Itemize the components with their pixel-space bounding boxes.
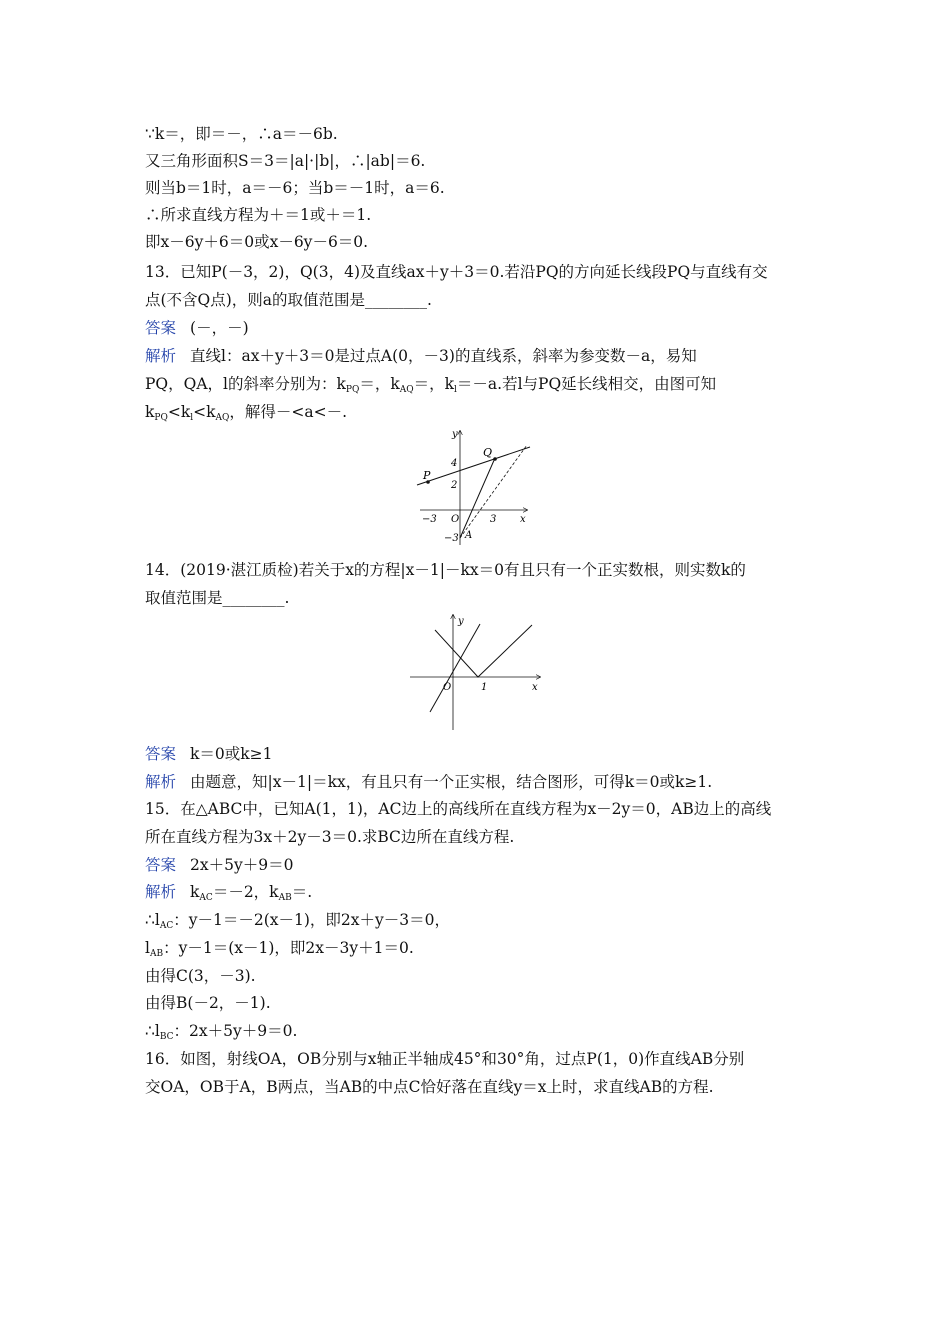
analysis-13-line-3: [145, 402, 347, 428]
question-14-line-2: 取值范围是________.: [145, 589, 290, 607]
answer-text: 2x＋5y＋9＝0: [190, 856, 294, 874]
text: ＝，k: [359, 375, 400, 393]
subscript: AB: [278, 893, 292, 903]
label-p: P: [423, 469, 431, 482]
solution-line: 则当b＝1时，a＝－6；当b＝－1时，a＝6.: [145, 179, 445, 197]
text: <k: [167, 403, 191, 421]
analysis-13-line-1: [145, 346, 697, 366]
tick-1: 1: [481, 682, 488, 693]
text: ＝，k: [413, 375, 455, 393]
analysis-label: 解析: [145, 773, 177, 791]
subscript: PQ: [154, 413, 168, 423]
tick-x-pos: 3: [490, 514, 497, 525]
answer-14: [145, 744, 273, 764]
text: <k: [193, 403, 216, 421]
text: k: [190, 883, 200, 901]
text: k: [145, 403, 155, 421]
subscript: BC: [159, 1032, 174, 1042]
question-16-line-1: 16．如图，射线OA，OB分别与x轴正半轴成45°和30°角，过点P(1，0)作直线AB分别: [145, 1050, 745, 1068]
figure-13-graph: [415, 425, 535, 547]
answer-15: [145, 855, 293, 875]
analysis-text: 直线l：ax＋y＋3＝0是过点A(0，－3)的直线系，斜率为参变数－a，易知: [190, 347, 697, 365]
graph-abs-x-minus-1: [435, 625, 532, 677]
question-13-line-1: 13．已知P(－3，2)，Q(3，4)及直线ax＋y＋3＝0.若沿PQ的方向延长线段PQ与直线有交: [145, 263, 768, 281]
label-origin: O: [443, 682, 452, 693]
line-y-kx: [430, 624, 480, 712]
text: ：2x＋5y＋9＝0.: [173, 1022, 298, 1040]
analysis-15-line-4: 由得C(3，－3).: [145, 967, 256, 985]
analysis-13-line-2: [145, 374, 716, 400]
label-a: A: [465, 530, 473, 541]
tick-y-neg: −3: [444, 533, 459, 544]
answer-label: 答案: [145, 745, 177, 763]
subscript: AB: [149, 949, 164, 959]
line-aq: [460, 458, 495, 538]
point-q: [493, 457, 497, 461]
text: ：y－1＝－2(x－1)，即2x＋y－3＝0，: [173, 911, 450, 929]
analysis-text: 由题意，知|x－1|＝kx，有且只有一个正实根，结合图形，可得k＝0或k≥1.: [190, 773, 713, 791]
tick-y-4: 4: [451, 458, 458, 469]
answer-text: k＝0或k≥1: [190, 745, 273, 763]
question-16-line-2: 交OA，OB于A，B两点，当AB的中点C恰好落在直线y＝x上时，求直线AB的方程.: [145, 1078, 714, 1096]
label-x-axis: x: [532, 682, 538, 693]
label-y-axis: y: [458, 616, 464, 627]
subscript: AC: [199, 893, 213, 903]
question-13-line-2: 点(不含Q点)，则a的取值范围是________.: [145, 291, 432, 309]
text: ∴l: [145, 911, 160, 929]
analysis-15-line-3: [145, 938, 414, 964]
analysis-15-line-5: 由得B(－2，－1).: [145, 994, 271, 1012]
subscript: AC: [159, 921, 174, 931]
question-14-line-1: 14．(2019·湛江质检)若关于x的方程|x－1|－kx＝0有且只有一个正实数根，则实数k的: [145, 561, 746, 579]
analysis-15-line-2: [145, 910, 450, 936]
label-y-axis: y: [452, 429, 458, 440]
label-origin: O: [451, 514, 460, 525]
solution-line: ∵k＝，即＝－，∴a＝－6b.: [145, 125, 338, 143]
solution-line: 即x－6y＋6＝0或x－6y－6＝0.: [145, 233, 369, 251]
line-pq: [417, 447, 530, 485]
analysis-15-line-1: [145, 882, 312, 908]
subscript: AQ: [215, 413, 230, 423]
answer-label: 答案: [145, 319, 177, 337]
question-15-line-2: 所在直线方程为3x＋2y－3＝0.求BC边所在直线方程.: [145, 828, 515, 846]
analysis-14: [145, 772, 712, 792]
text: ＝.: [291, 883, 313, 901]
label-q: Q: [483, 446, 493, 459]
text: l: [145, 939, 150, 957]
subscript: PQ: [345, 385, 360, 395]
answer-label: 答案: [145, 856, 177, 874]
text: ，解得－<a<－.: [229, 403, 348, 421]
subscript: l: [190, 413, 194, 423]
analysis-label: 解析: [145, 883, 177, 901]
figure-14-graph: [408, 612, 543, 732]
text: PQ，QA，l的斜率分别为：k: [145, 375, 346, 393]
text: ＝－2，k: [212, 883, 279, 901]
text: ＝－a.若l与PQ延长线相交，由图可知: [456, 375, 717, 393]
text: ∴l: [145, 1022, 160, 1040]
tick-x-neg: −3: [422, 514, 437, 525]
label-x-axis: x: [520, 514, 526, 525]
solution-line: 又三角形面积S＝3＝|a|·|b|，∴|ab|＝6.: [145, 152, 426, 170]
answer-text: (－，－): [190, 319, 249, 337]
subscript: AQ: [399, 385, 414, 395]
solution-line: ∴所求直线方程为＋＝1或＋＝1.: [145, 206, 372, 224]
tick-y-2: 2: [451, 480, 458, 491]
analysis-label: 解析: [145, 347, 177, 365]
text: ：y－1＝(x－1)，即2x－3y＋1＝0.: [163, 939, 414, 957]
question-15-line-1: 15．在△ABC中，已知A(1，1)，AC边上的高线所在直线方程为x－2y＝0，AB边上的高线: [145, 800, 772, 818]
subscript: l: [454, 385, 457, 395]
answer-13: [145, 318, 249, 338]
analysis-15-line-6: [145, 1021, 297, 1047]
